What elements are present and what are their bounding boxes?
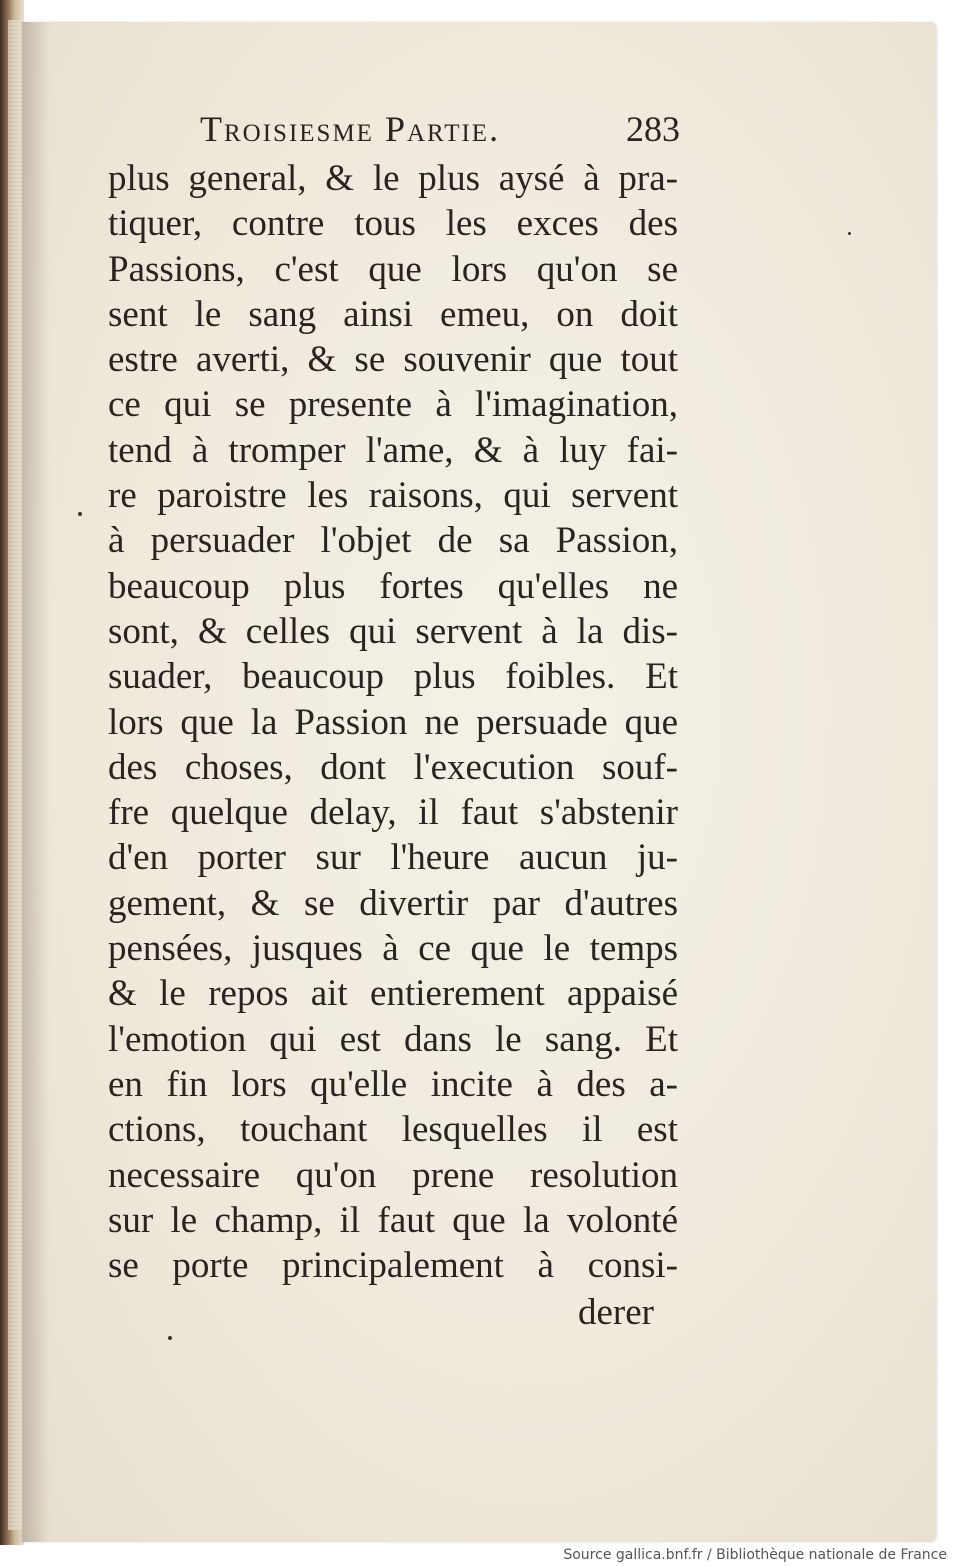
source-credit: Source gallica.bnf.fr / Bibliothèque nationale de France [563,1547,947,1563]
text-line: estre averti, & se souvenir que tout [108,339,678,381]
ink-speck [78,512,82,516]
text-line: se porte principalement à consi- [108,1245,678,1287]
text-line: plus general, & le plus aysé à pra- [108,158,678,199]
ink-speck [848,232,851,235]
text-line: sent le sang ainsi emeu, on doit [108,293,678,335]
text-line: tiquer, contre tous les exces des [108,203,678,245]
catchword: derer [578,1292,654,1333]
text-line: necessaire qu'on prene resolution [108,1154,678,1196]
page-edges [8,20,22,1530]
source-footer [0,1545,959,1566]
text-line: d'en porter sur l'heure aucun ju- [108,837,678,879]
ink-speck [168,1336,172,1340]
text-line: gement, & se divertir par d'autres [108,882,678,924]
running-title: Troisiesme Partie. [200,109,501,149]
body-text [108,156,678,1288]
page-number: 283 [626,109,680,149]
text-line: suader, beaucoup plus foibles. Et [108,656,678,698]
page-header [200,108,680,154]
text-line: sur le champ, il faut que la volonté [108,1199,678,1241]
text-line: tend à tromper l'ame, & à luy fai- [108,429,678,471]
gutter-shadow [22,22,50,1542]
text-line: Passions, c'est que lors qu'on se [108,248,678,290]
text-line: à persuader l'objet de sa Passion, [108,520,678,562]
text-line: & le repos ait entierement appaisé [108,973,678,1015]
text-line: l'emotion qui est dans le sang. Et [108,1018,678,1060]
text-line: fre quelque delay, il faut s'abstenir [108,792,678,834]
text-line: re paroistre les raisons, qui servent [108,475,678,517]
text-line: sont, & celles qui servent à la dis- [108,610,678,652]
text-line: ce qui se presente à l'imagination, [108,384,678,426]
text-line: beaucoup plus fortes qu'elles ne [108,565,678,607]
text-line: des choses, dont l'execution souf- [108,746,678,788]
text-line: lors que la Passion ne persuade que [108,701,678,743]
text-line: ctions, touchant lesquelles il est [108,1109,678,1151]
text-line: pensées, jusques à ce que le temps [108,928,678,970]
text-line: en fin lors qu'elle incite à des a- [108,1063,678,1105]
